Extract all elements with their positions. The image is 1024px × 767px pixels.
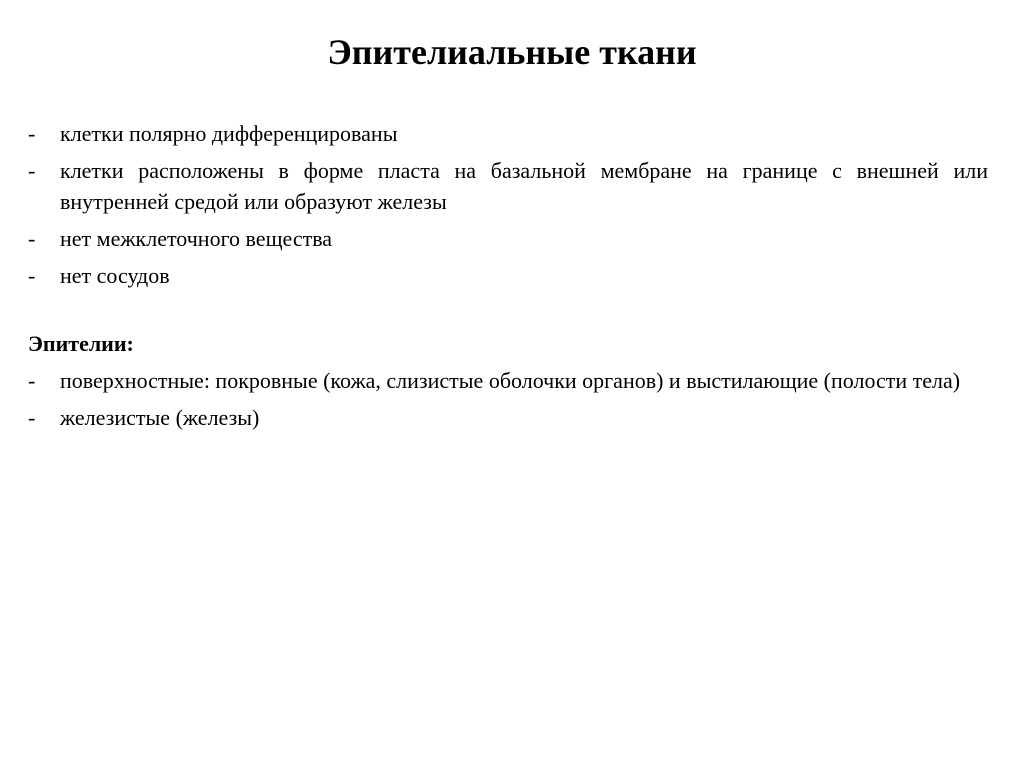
dash-marker: -	[28, 368, 36, 393]
list-item	[28, 118, 988, 149]
list-item	[28, 223, 988, 254]
dash-marker: -	[28, 405, 36, 430]
list-item-text: клетки расположены в форме пласта на базальной мембране на границе с внешней или внутренней средой или образуют железы	[60, 158, 988, 214]
list-item	[28, 155, 988, 217]
list-item-text: нет межклеточного вещества	[60, 226, 333, 251]
list-item-text: железистые (железы)	[60, 405, 260, 430]
list-item	[28, 402, 988, 433]
list-item-text: поверхностные: покровные (кожа, слизистые оболочки органов) и выстилающие (полости тела)	[60, 368, 961, 393]
dash-marker: -	[28, 158, 36, 183]
list-item-text: клетки полярно дифференцированы	[60, 121, 398, 146]
slide-content	[28, 118, 988, 439]
list-item-text: нет сосудов	[60, 263, 170, 288]
dash-marker: -	[28, 226, 36, 251]
list-item	[28, 365, 988, 396]
list-item	[28, 260, 988, 291]
epithelia-list	[28, 365, 988, 433]
slide-title: Эпителиальные ткани	[327, 32, 697, 72]
dash-marker: -	[28, 263, 36, 288]
properties-list	[28, 118, 988, 291]
dash-marker: -	[28, 121, 36, 146]
section-spacer	[28, 297, 988, 328]
epithelia-heading: Эпителии:	[28, 331, 134, 356]
